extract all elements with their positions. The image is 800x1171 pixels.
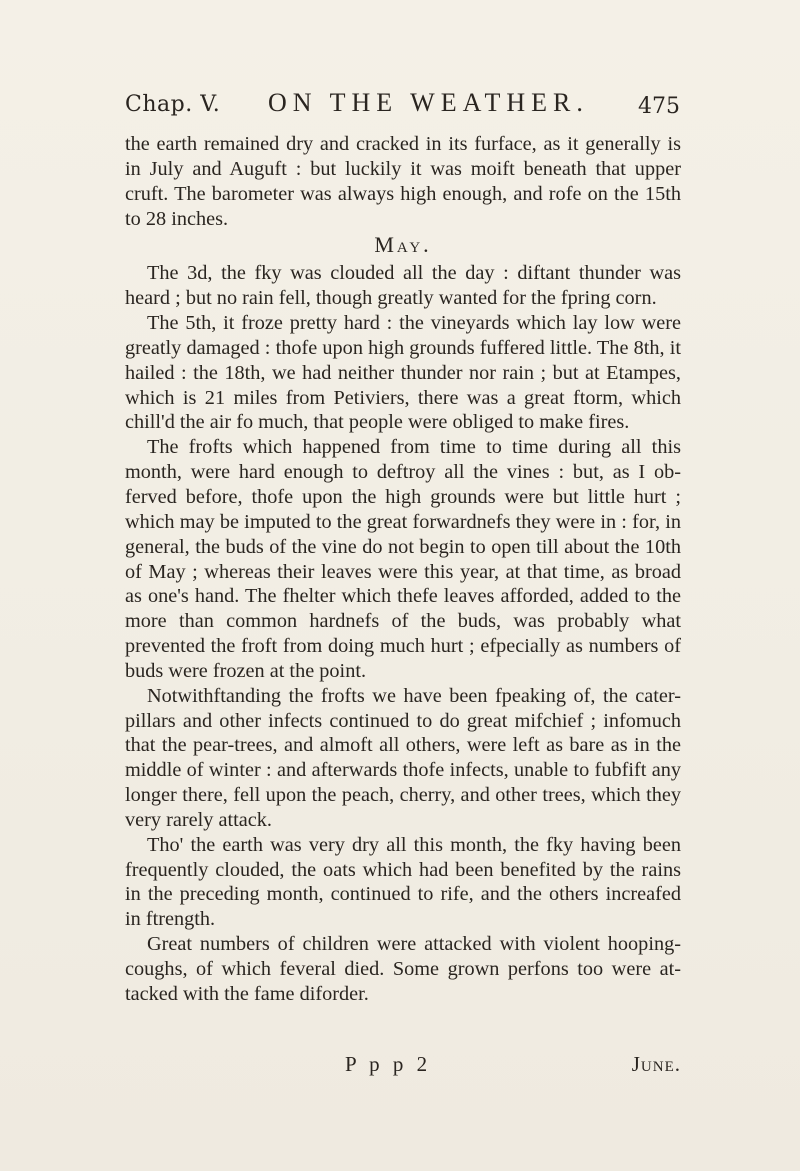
continuation-paragraph: the earth remained dry and cracked in its furface, as it generally is in July and Auguft : but luckily it was moift beneath that upper cruft. The barometer was always high enough, and rofe on the 15th to 28 inches. [125,133,681,230]
section-heading-may: May. [374,232,432,258]
page-number: 475 [638,94,680,119]
running-title: ON THE WEATHER. [268,88,589,117]
paragraph: Tho' the earth was very dry all this month, the fky having been frequently clouded, the oats which had been benefited by the rains in the preceding month, continued to rife, and the others increafed in ftrength. [125,833,681,931]
chapter-label: Chap. V. [125,92,221,117]
body-text [125,132,681,1007]
page-footer [125,1052,681,1082]
paragraph: The frofts which happened from time to time during all this month, were hard enough to deftroy all the vines : but, as I ob- ferved before, thofe upon the high grounds were but little hurt ; which may be imputed to the great forwardnefs they were in : for, in general, the buds of the vine do not begin to open till about the 10th of May ; whereas their leaves were this year, at that time, as broad as one's hand. The fhelter which thefe leaves afforded, added to the more than common hardnefs of the buds, was probably what prevented the froft from doing much hurt ; efpecially as numbers of buds were frozen at the point. [125,436,681,682]
paragraph: Notwithftanding the frofts we have been fpeaking of, the cater- pillars and other infects continued to do great mifchief ; infomuch that the pear-trees, and almoft all others, were left as bare as in the middle of winter : and afterwards thofe infects, unable to fubfift any longer there, fell upon the peach, cherry, and other trees, which they very rarely attack. [125,684,681,831]
paragraph: Great numbers of children were attacked with violent hooping- coughs, of which feveral died. Some grown perfons too were at- tacked with the fame diforder. [125,933,681,1005]
paragraph: The 5th, it froze pretty hard : the vineyards which lay low were greatly damaged : thofe upon high grounds fuffered little. The 8th, it hailed : the 18th, we had neither thunder nor rain ; but at Etampes, which is 21 miles from Petiviers, there was a great ftorm, which chill'd the air fo much, that people were obliged to make fires. [125,312,681,434]
paragraph: The 3d, the fky was clouded all the day : diftant thunder was heard ; but no rain fell, though greatly wanted for the fpring corn. [125,262,681,310]
signature-mark: P p p 2 [345,1052,432,1076]
catchword: June. [631,1052,681,1076]
page-header [125,86,680,126]
